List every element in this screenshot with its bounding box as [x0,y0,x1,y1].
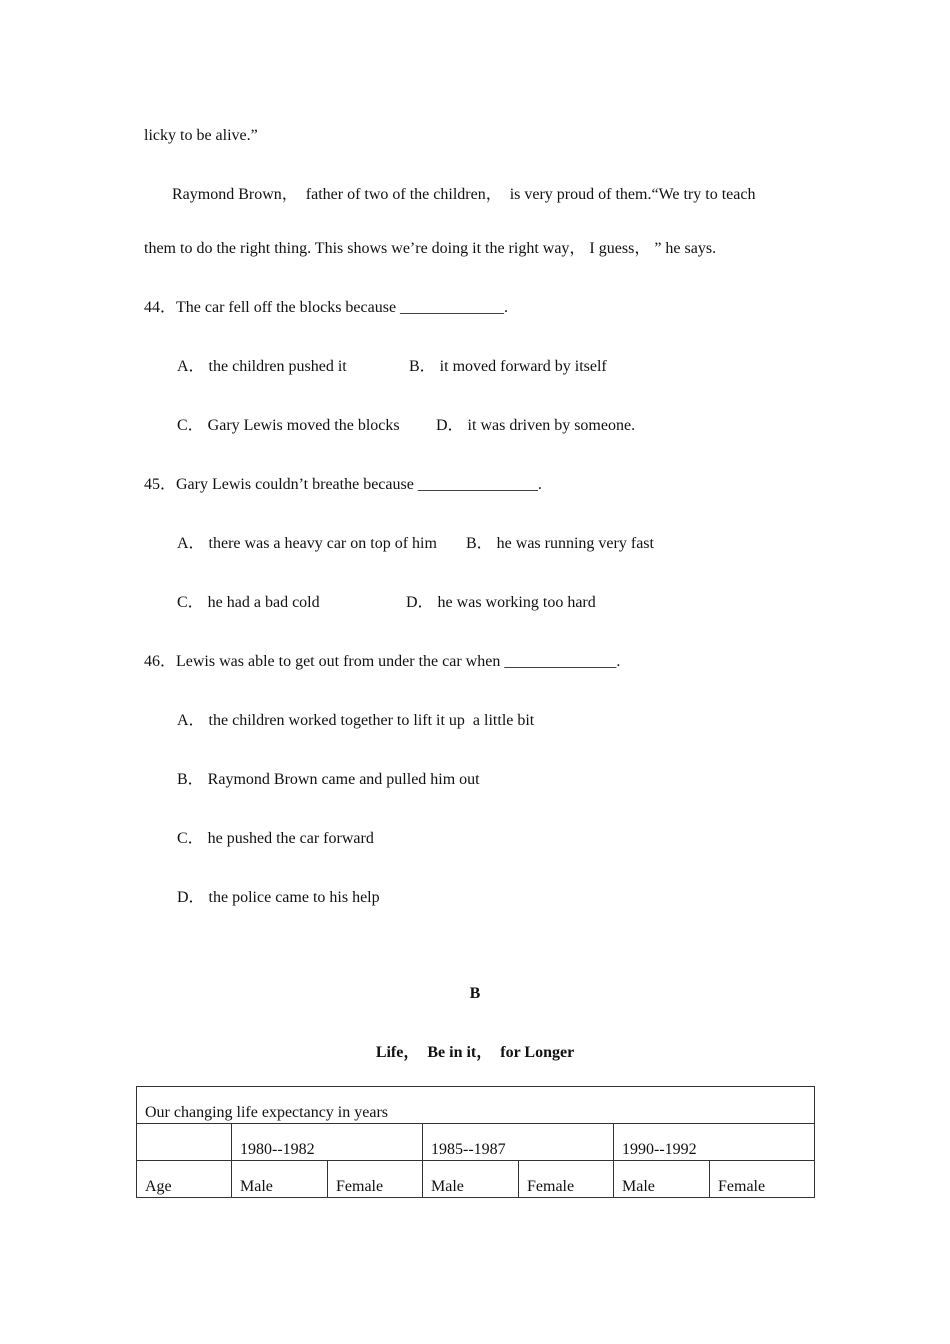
column-header: Female [710,1161,815,1198]
question-44-option-a: A． the children pushed it [177,358,347,375]
question-45-stem: 45．Gary Lewis couldn’t breathe because _______________. [144,476,542,493]
period-header: 1985--1987 [423,1124,614,1161]
column-header: Female [519,1161,614,1198]
table-row [137,1124,815,1161]
passage-line: Raymond Brown， father of two of the children， is very proud of them.“We try to teach [172,186,756,203]
table-row [137,1161,815,1198]
age-header: Age [137,1161,232,1198]
question-44-stem: 44．The car fell off the blocks because _____________. [144,299,509,316]
question-46-option-d: D． the police came to his help [177,889,380,906]
section-title: Life， Be in it， for Longer [375,1044,575,1061]
column-header: Male [423,1161,519,1198]
question-44-option-c: C． Gary Lewis moved the blocks [177,417,400,434]
question-46-option-a: A． the children worked together to lift it up a little bit [177,712,535,729]
question-46-stem: 46．Lewis was able to get out from under the car when ______________. [144,653,621,670]
question-46-option-b: B． Raymond Brown came and pulled him out [177,771,480,788]
passage-line: licky to be alive.” [144,127,258,144]
period-header: 1980--1982 [232,1124,423,1161]
question-44-option-d: D． it was driven by someone. [436,417,636,434]
table-row [137,1087,815,1124]
question-45-option-c: C． he had a bad cold [177,594,320,611]
question-45-option-d: D． he was working too hard [406,594,596,611]
section-letter: B [469,985,481,1002]
question-45-option-b: B． he was running very fast [466,535,654,552]
question-45-option-a: A． there was a heavy car on top of him [177,535,437,552]
question-46-option-c: C． he pushed the car forward [177,830,374,847]
table-caption: Our changing life expectancy in years [137,1087,815,1124]
period-header: 1990--1992 [614,1124,815,1161]
column-header: Female [328,1161,423,1198]
life-expectancy-table [136,1086,815,1198]
question-44-option-b: B． it moved forward by itself [409,358,607,375]
column-header: Male [232,1161,328,1198]
column-header: Male [614,1161,710,1198]
table-cell-empty [137,1124,232,1161]
passage-line: them to do the right thing. This shows we’re doing it the right way， I guess， ” he says. [144,240,717,257]
